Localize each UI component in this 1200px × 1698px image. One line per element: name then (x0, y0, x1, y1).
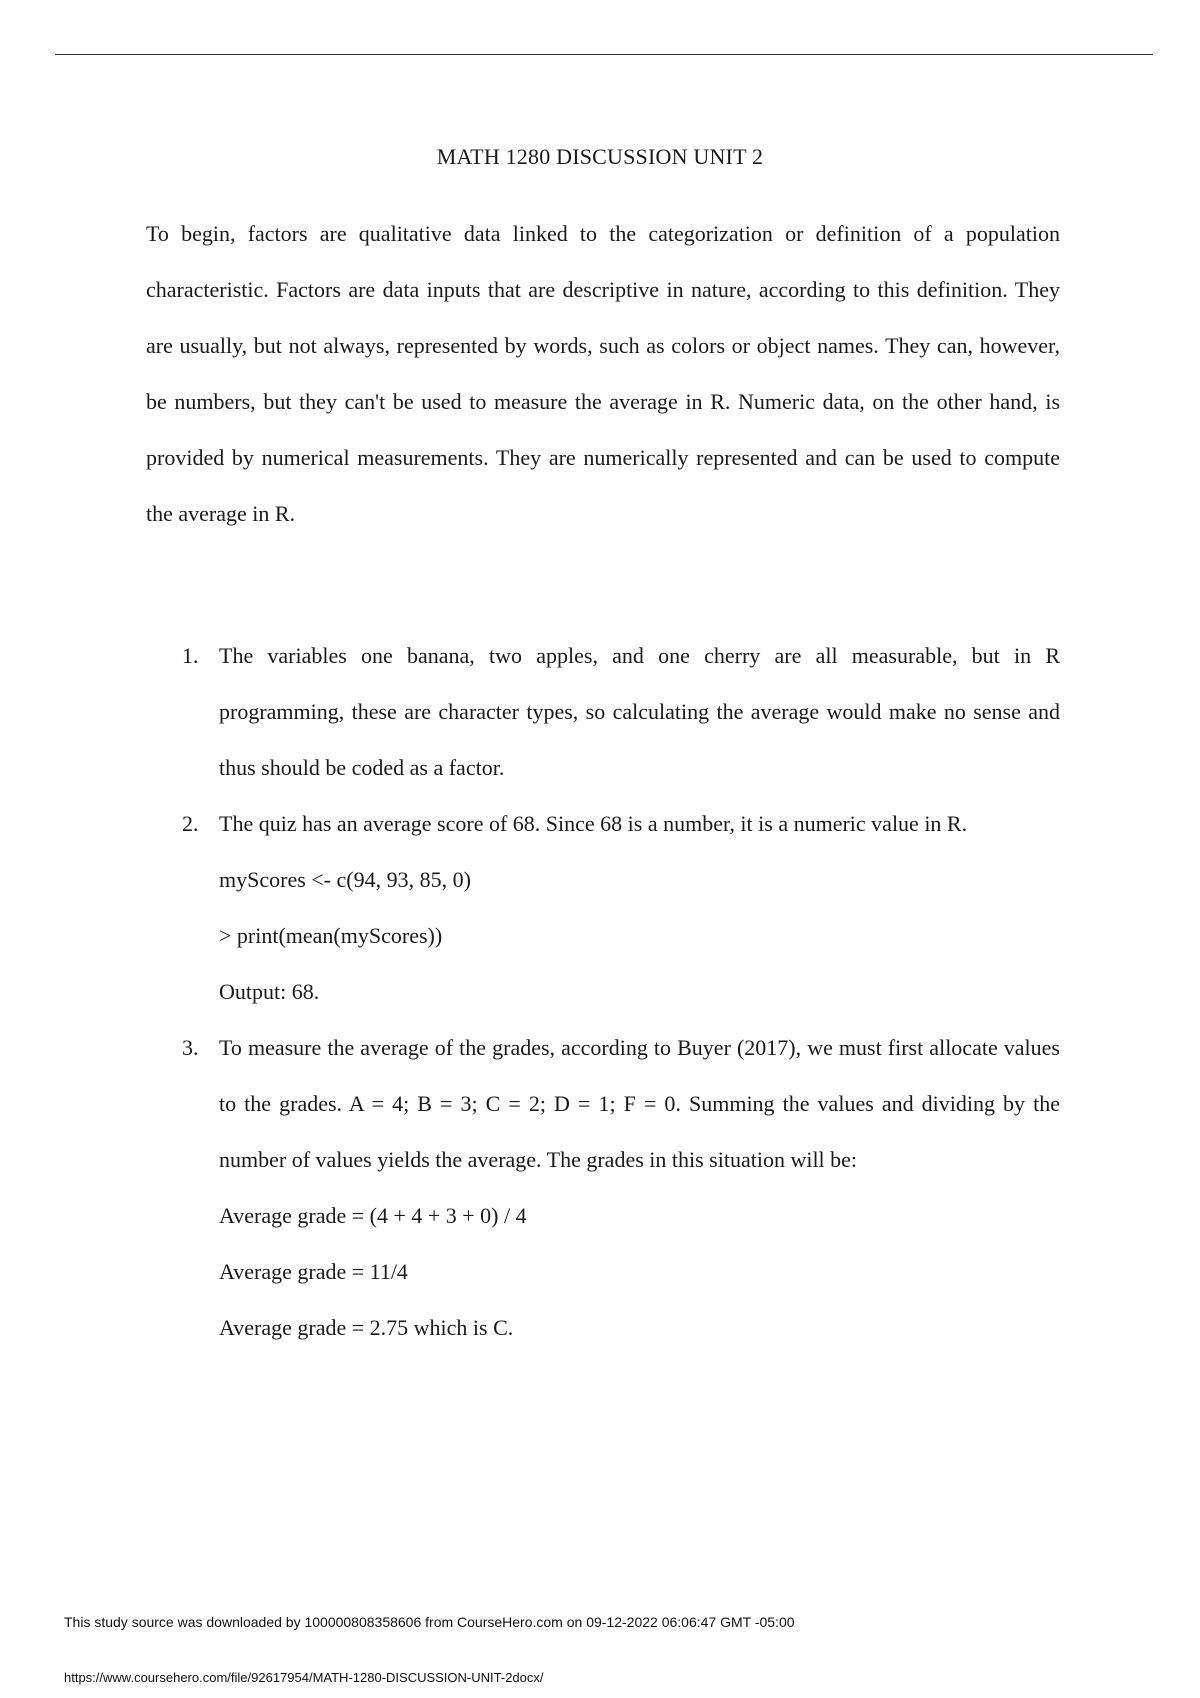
code-line: myScores <- c(94, 93, 85, 0) (219, 867, 471, 892)
numbered-list (146, 628, 1060, 1356)
output-line: Output: 68. (219, 979, 320, 1004)
list-item-1 (146, 628, 1060, 796)
equation-line: Average grade = 2.75 which is C. (219, 1315, 514, 1340)
list-item-text: To measure the average of the grades, according to Buyer (2017), we must first allocate values to the grades. A = 4; B = 3; C = 2; D = 1; F = 0. Summing the values and dividing by the number of values yields the average. The grades in this situation will be: (219, 1035, 1060, 1172)
list-number: 1. (182, 643, 199, 668)
list-number: 3. (182, 1035, 199, 1060)
top-divider (55, 54, 1153, 55)
list-number: 2. (182, 811, 199, 836)
download-notice: This study source was downloaded by 100000808358606 from CourseHero.com on 09-12-2022 06:06:47 GMT -05:00 (64, 1614, 795, 1630)
equation-line: Average grade = 11/4 (219, 1259, 408, 1284)
code-line: > print(mean(myScores)) (219, 923, 443, 948)
equation-line: Average grade = (4 + 4 + 3 + 0) / 4 (219, 1203, 527, 1228)
list-item-3 (146, 1020, 1060, 1356)
list-item-2 (146, 796, 1060, 1020)
list-item-text: The variables one banana, two apples, and one cherry are all measurable, but in R programming, these are character types, so calculating the average would make no sense and thus should be coded as a factor. (219, 643, 1060, 780)
intro-paragraph: To begin, factors are qualitative data linked to the categorization or definition of a population characteristic. Factors are data inputs that are descriptive in nature, according to this definition. They are usually, but not always, represented by words, such as colors or object names. They can, however, be numbers, but they can't be used to measure the average in R. Numeric data, on the other hand, is provided by numerical measurements. They are numerically represented and can be used to compute the average in R. (146, 221, 1060, 526)
document-title: MATH 1280 DISCUSSION UNIT 2 (436, 144, 764, 169)
list-item-text: The quiz has an average score of 68. Since 68 is a number, it is a numeric value in R. (219, 811, 968, 836)
source-url-link[interactable]: https://www.coursehero.com/file/92617954/MATH-1280-DISCUSSION-UNIT-2docx/ (64, 1670, 544, 1685)
